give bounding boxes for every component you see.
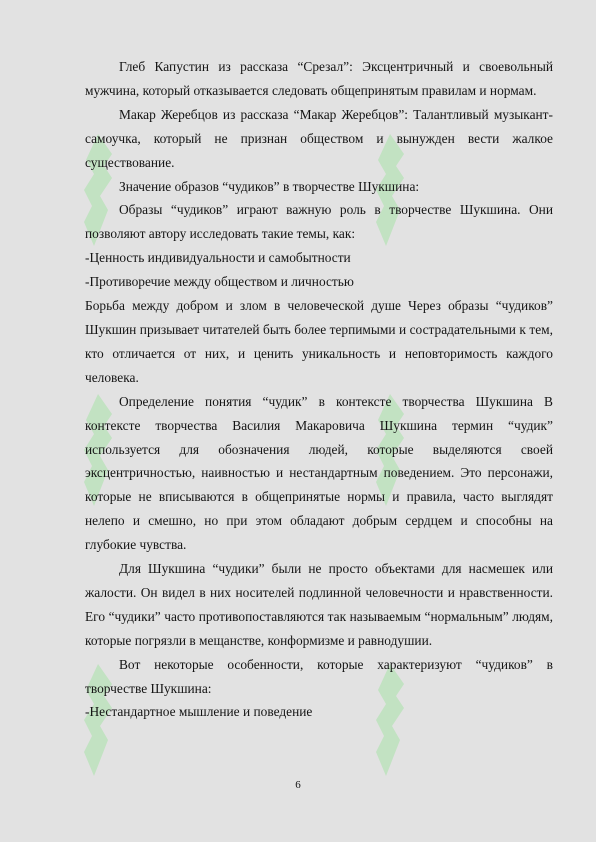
list-item-society-contradiction: -Противоречие между обществом и личностью bbox=[85, 274, 354, 290]
list-item-individuality: -Ценность индивидуальности и самобытности bbox=[85, 250, 351, 266]
paragraph-features-intro: Вот некоторые особенности, которые характеризуют “чудиков” в творчестве Шукшина: bbox=[85, 656, 553, 696]
paragraph-makar-zherebtsov: Макар Жеребцов из рассказа “Макар Жеребцов”: Талантливый музыкант-самоучка, который не признан обществом и вынужден вести жалкое существование. bbox=[85, 106, 553, 170]
paragraph-for-shukshin: Для Шукшина “чудики” были не просто объектами для насмешек или жалости. Он видел в них носителей подлинной человечности и нравственности. Его “чудики” часто противопоставляются так называемым “нормальным” людям, которые погрязли в мещанстве, конформизме и равнодушии. bbox=[85, 561, 553, 648]
paragraph-definition: Определение понятия “чудик” в контексте творчества Шукшина В контексте творчества Василия Макаровича Шукшина термин “чудик” используется для обозначения людей, которые выделяются своей эксцентричностью, наивностью и нестандартным поведением. Это персонажи, которые не вписываются в общепринятые нормы и правила, часто выглядят нелепо и смешно, но при этом обладают добрым сердцем и способны на глубокие чувства. bbox=[85, 393, 553, 553]
paragraph-themes-intro: Образы “чудиков” играют важную роль в творчестве Шукшина. Они позволяют автору исследовать такие темы, как: bbox=[85, 202, 553, 242]
paragraph-good-and-evil: Борьба между добром и злом в человеческой душе Через образы “чудиков” Шукшин призывает читателей быть более терпимыми и сострадательными к тем, кто отличается от них, и ценить уникальность и неповторимость каждого человека. bbox=[85, 298, 553, 385]
list-item-nonstandard-thinking: -Нестандартное мышление и поведение bbox=[85, 704, 313, 720]
document-body bbox=[85, 55, 553, 724]
section-heading-significance: Значение образов “чудиков” в творчестве Шукшина: bbox=[119, 178, 420, 194]
page-number: 6 bbox=[295, 779, 301, 791]
paragraph-gleb-kapustin: Глеб Капустин из рассказа “Срезал”: Эксцентричный и своевольный мужчина, который отказывается следовать общепринятым правилам и нормам. bbox=[85, 59, 553, 98]
